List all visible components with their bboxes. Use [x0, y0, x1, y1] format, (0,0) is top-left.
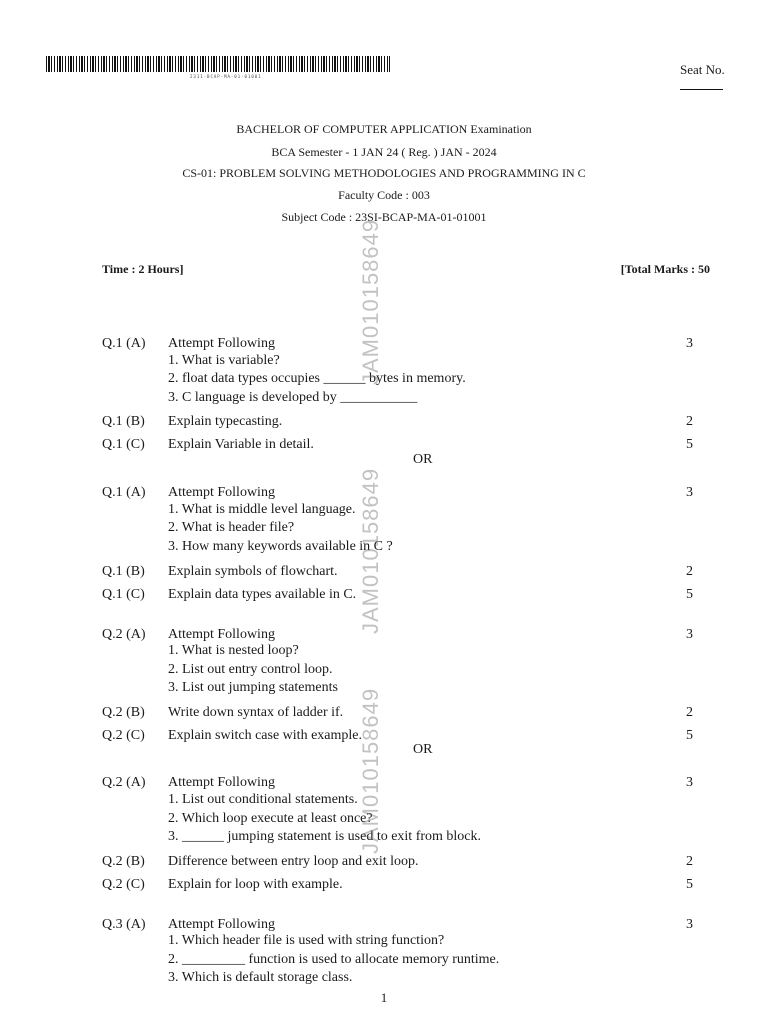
sub-question: 2. _________ function is used to allocate memory runtime.: [168, 952, 500, 967]
seat-no-line: [680, 89, 723, 90]
question-marks: 5: [686, 587, 693, 602]
sub-question: 3. Which is default storage class.: [168, 970, 353, 985]
time-duration: Time : 2 Hours]: [102, 262, 184, 276]
sub-question: 3. ______ jumping statement is used to exit from block.: [168, 829, 482, 844]
question-number: Q.1 (C): [102, 437, 145, 452]
sub-question: 2. List out entry control loop.: [168, 662, 333, 677]
question-text: Explain typecasting.: [168, 414, 283, 429]
sub-question: 3. C language is developed by ___________: [168, 390, 418, 405]
or-separator: OR: [413, 742, 433, 757]
question-text: Attempt Following: [168, 336, 275, 351]
sub-question: 1. What is variable?: [168, 353, 280, 368]
barcode-text: 2311-BCAP-MA-01-01001: [190, 74, 262, 79]
course-title: CS-01: PROBLEM SOLVING METHODOLOGIES AND PROGRAMMING IN C: [182, 166, 586, 180]
question-text: Attempt Following: [168, 775, 275, 790]
sub-question: 1. List out conditional statements.: [168, 792, 358, 807]
question-number: Q.2 (B): [102, 854, 145, 869]
question-marks: 3: [686, 336, 693, 351]
semester-line: BCA Semester - 1 JAN 24 ( Reg. ) JAN - 2024: [271, 145, 497, 159]
question-marks: 3: [686, 485, 693, 500]
sub-question: 3. How many keywords available in C ?: [168, 539, 393, 554]
exam-title: BACHELOR OF COMPUTER APPLICATION Examination: [236, 122, 532, 136]
question-number: Q.1 (C): [102, 587, 145, 602]
question-text: Attempt Following: [168, 627, 275, 642]
question-text: Attempt Following: [168, 485, 275, 500]
seat-no-label: Seat No.: [680, 62, 725, 77]
subject-code: Subject Code : 23SI-BCAP-MA-01-01001: [281, 210, 487, 224]
sub-question: 2. float data types occupies ______ bytes in memory.: [168, 371, 466, 386]
question-text: Write down syntax of ladder if.: [168, 705, 344, 720]
question-number: Q.1 (B): [102, 564, 145, 579]
question-text: Explain data types available in C.: [168, 587, 357, 602]
question-marks: 2: [686, 414, 693, 429]
question-number: Q.2 (C): [102, 728, 145, 743]
sub-question: 2. What is header file?: [168, 520, 295, 535]
sub-question: 1. Which header file is used with string function?: [168, 933, 445, 948]
question-text: Explain switch case with example.: [168, 728, 362, 743]
question-number: Q.1 (A): [102, 336, 146, 351]
sub-question: 1. What is nested loop?: [168, 643, 299, 658]
sub-question: 3. List out jumping statements: [168, 680, 338, 695]
question-text: Explain Variable in detail.: [168, 437, 314, 452]
page-number: 1: [380, 990, 388, 1005]
watermark-text: JAM010158649: [358, 467, 383, 634]
question-number: Q.3 (A): [102, 917, 146, 932]
question-number: Q.1 (A): [102, 485, 146, 500]
question-text: Attempt Following: [168, 917, 275, 932]
faculty-code: Faculty Code : 003: [338, 188, 430, 202]
question-marks: 5: [686, 877, 693, 892]
question-text: Explain symbols of flowchart.: [168, 564, 338, 579]
question-number: Q.2 (B): [102, 705, 145, 720]
question-marks: 5: [686, 437, 693, 452]
sub-question: 1. What is middle level language.: [168, 502, 356, 517]
question-marks: 3: [686, 775, 693, 790]
question-marks: 2: [686, 564, 693, 579]
question-marks: 2: [686, 854, 693, 869]
question-number: Q.2 (A): [102, 627, 146, 642]
question-number: Q.2 (C): [102, 877, 145, 892]
sub-question: 2. Which loop execute at least once?: [168, 811, 373, 826]
question-marks: 5: [686, 728, 693, 743]
question-marks: 3: [686, 917, 693, 932]
question-text: Difference between entry loop and exit loop.: [168, 854, 419, 869]
question-text: Explain for loop with example.: [168, 877, 343, 892]
question-marks: 3: [686, 627, 693, 642]
question-number: Q.1 (B): [102, 414, 145, 429]
watermark-text: JAM010158649: [358, 218, 383, 385]
or-separator: OR: [413, 452, 433, 467]
total-marks: [Total Marks : 50: [620, 262, 710, 276]
question-marks: 2: [686, 705, 693, 720]
question-number: Q.2 (A): [102, 775, 146, 790]
watermark-text: JAM010158649: [358, 687, 383, 854]
barcode: [46, 56, 390, 72]
